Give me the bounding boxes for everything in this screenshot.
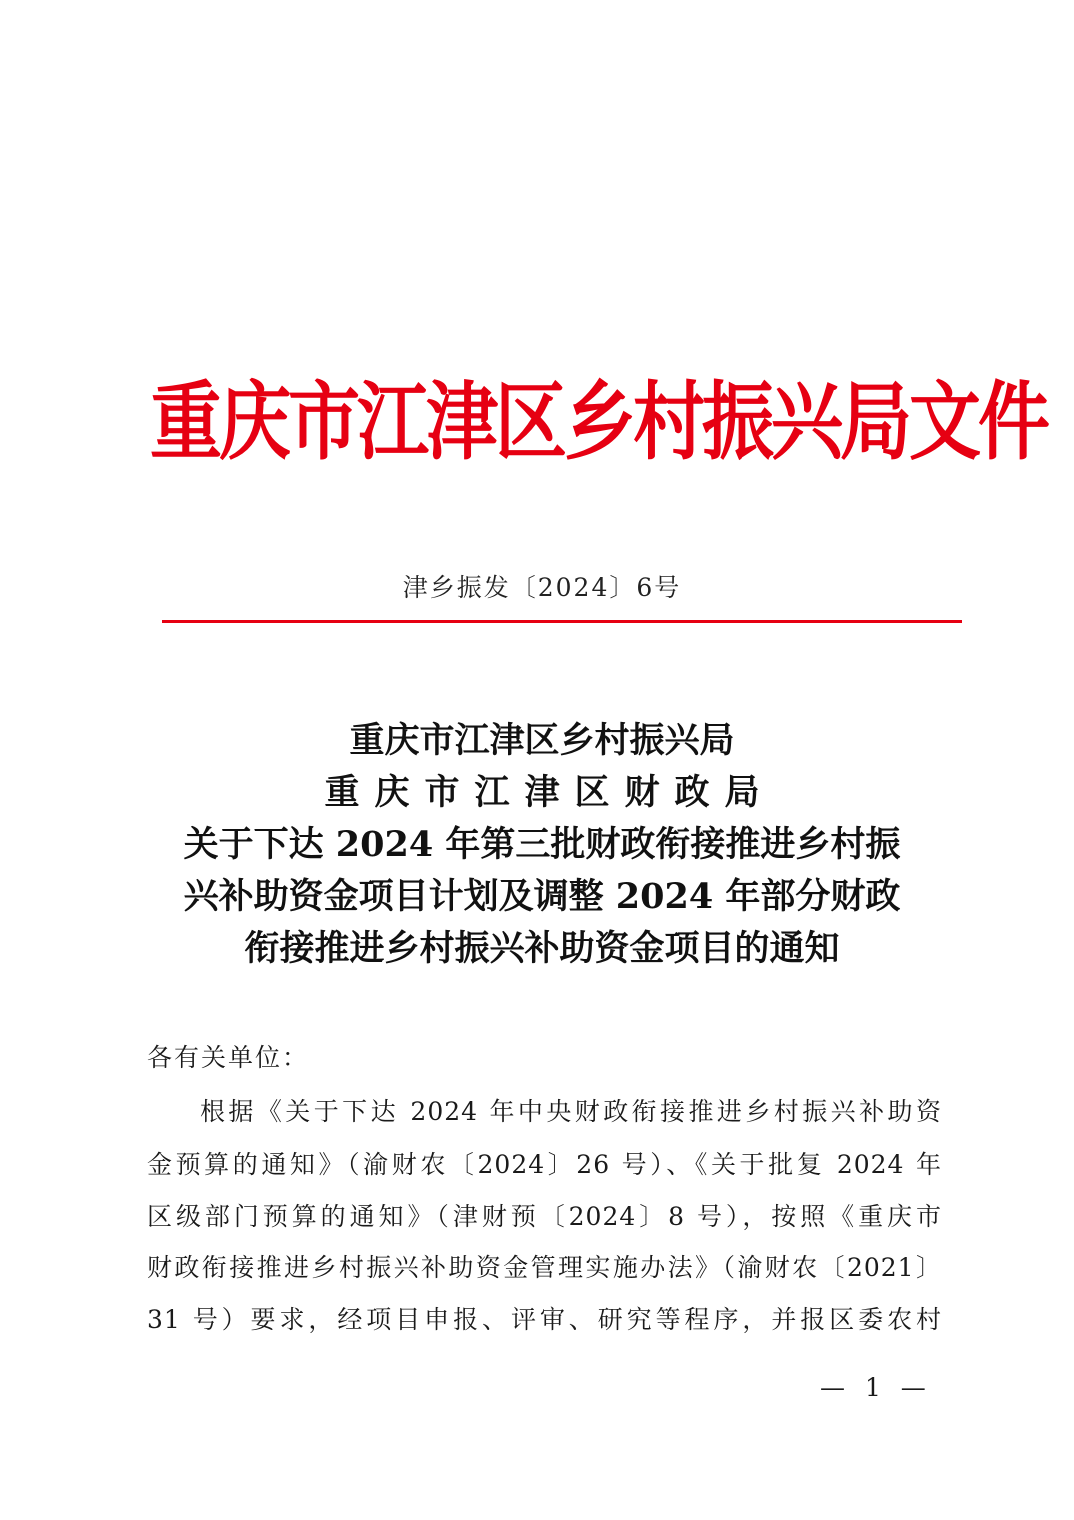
body-text-line-2: 金预算的通知》（渝财农〔2024〕26 号）、《关于批复 2024 年 [147, 1150, 942, 1179]
body-text-line-5: 31 号）要求，经项目申报、评审、研究等程序，并报区委农村 [147, 1305, 942, 1334]
title-line-issuer-1: 重庆市江津区乡村振兴局 [349, 720, 735, 761]
body-text-line-3: 区级部门预算的通知》（津财预〔2024〕8 号），按照《重庆市 [147, 1202, 942, 1231]
title-line-subject-1: 关于下达 2024 年第三批财政衔接推进乡村振 [183, 824, 901, 865]
title-line-subject-3: 衔接推进乡村振兴补助资金项目的通知 [244, 928, 840, 969]
body-text-line-4: 财政衔接推进乡村振兴补助资金管理实施办法》（渝财农〔2021〕 [147, 1253, 942, 1282]
title-line-subject-2: 兴补助资金项目计划及调整 2024 年部分财政 [183, 876, 901, 917]
salutation: 各有关单位： [147, 1043, 310, 1072]
page-number: — 1 — [820, 1373, 932, 1402]
issuer-banner: 重庆市江津区乡村振兴局文件 [150, 371, 1048, 472]
body-text-line-1: 根据《关于下达 2024 年中央财政衔接推进乡村振兴补助资 [200, 1097, 942, 1126]
red-separator-line [162, 620, 962, 623]
title-line-issuer-2: 重庆市江津区财政局 [324, 772, 775, 813]
document-title [120, 715, 964, 975]
document-number: 津乡振发〔2024〕6号 [402, 573, 682, 602]
